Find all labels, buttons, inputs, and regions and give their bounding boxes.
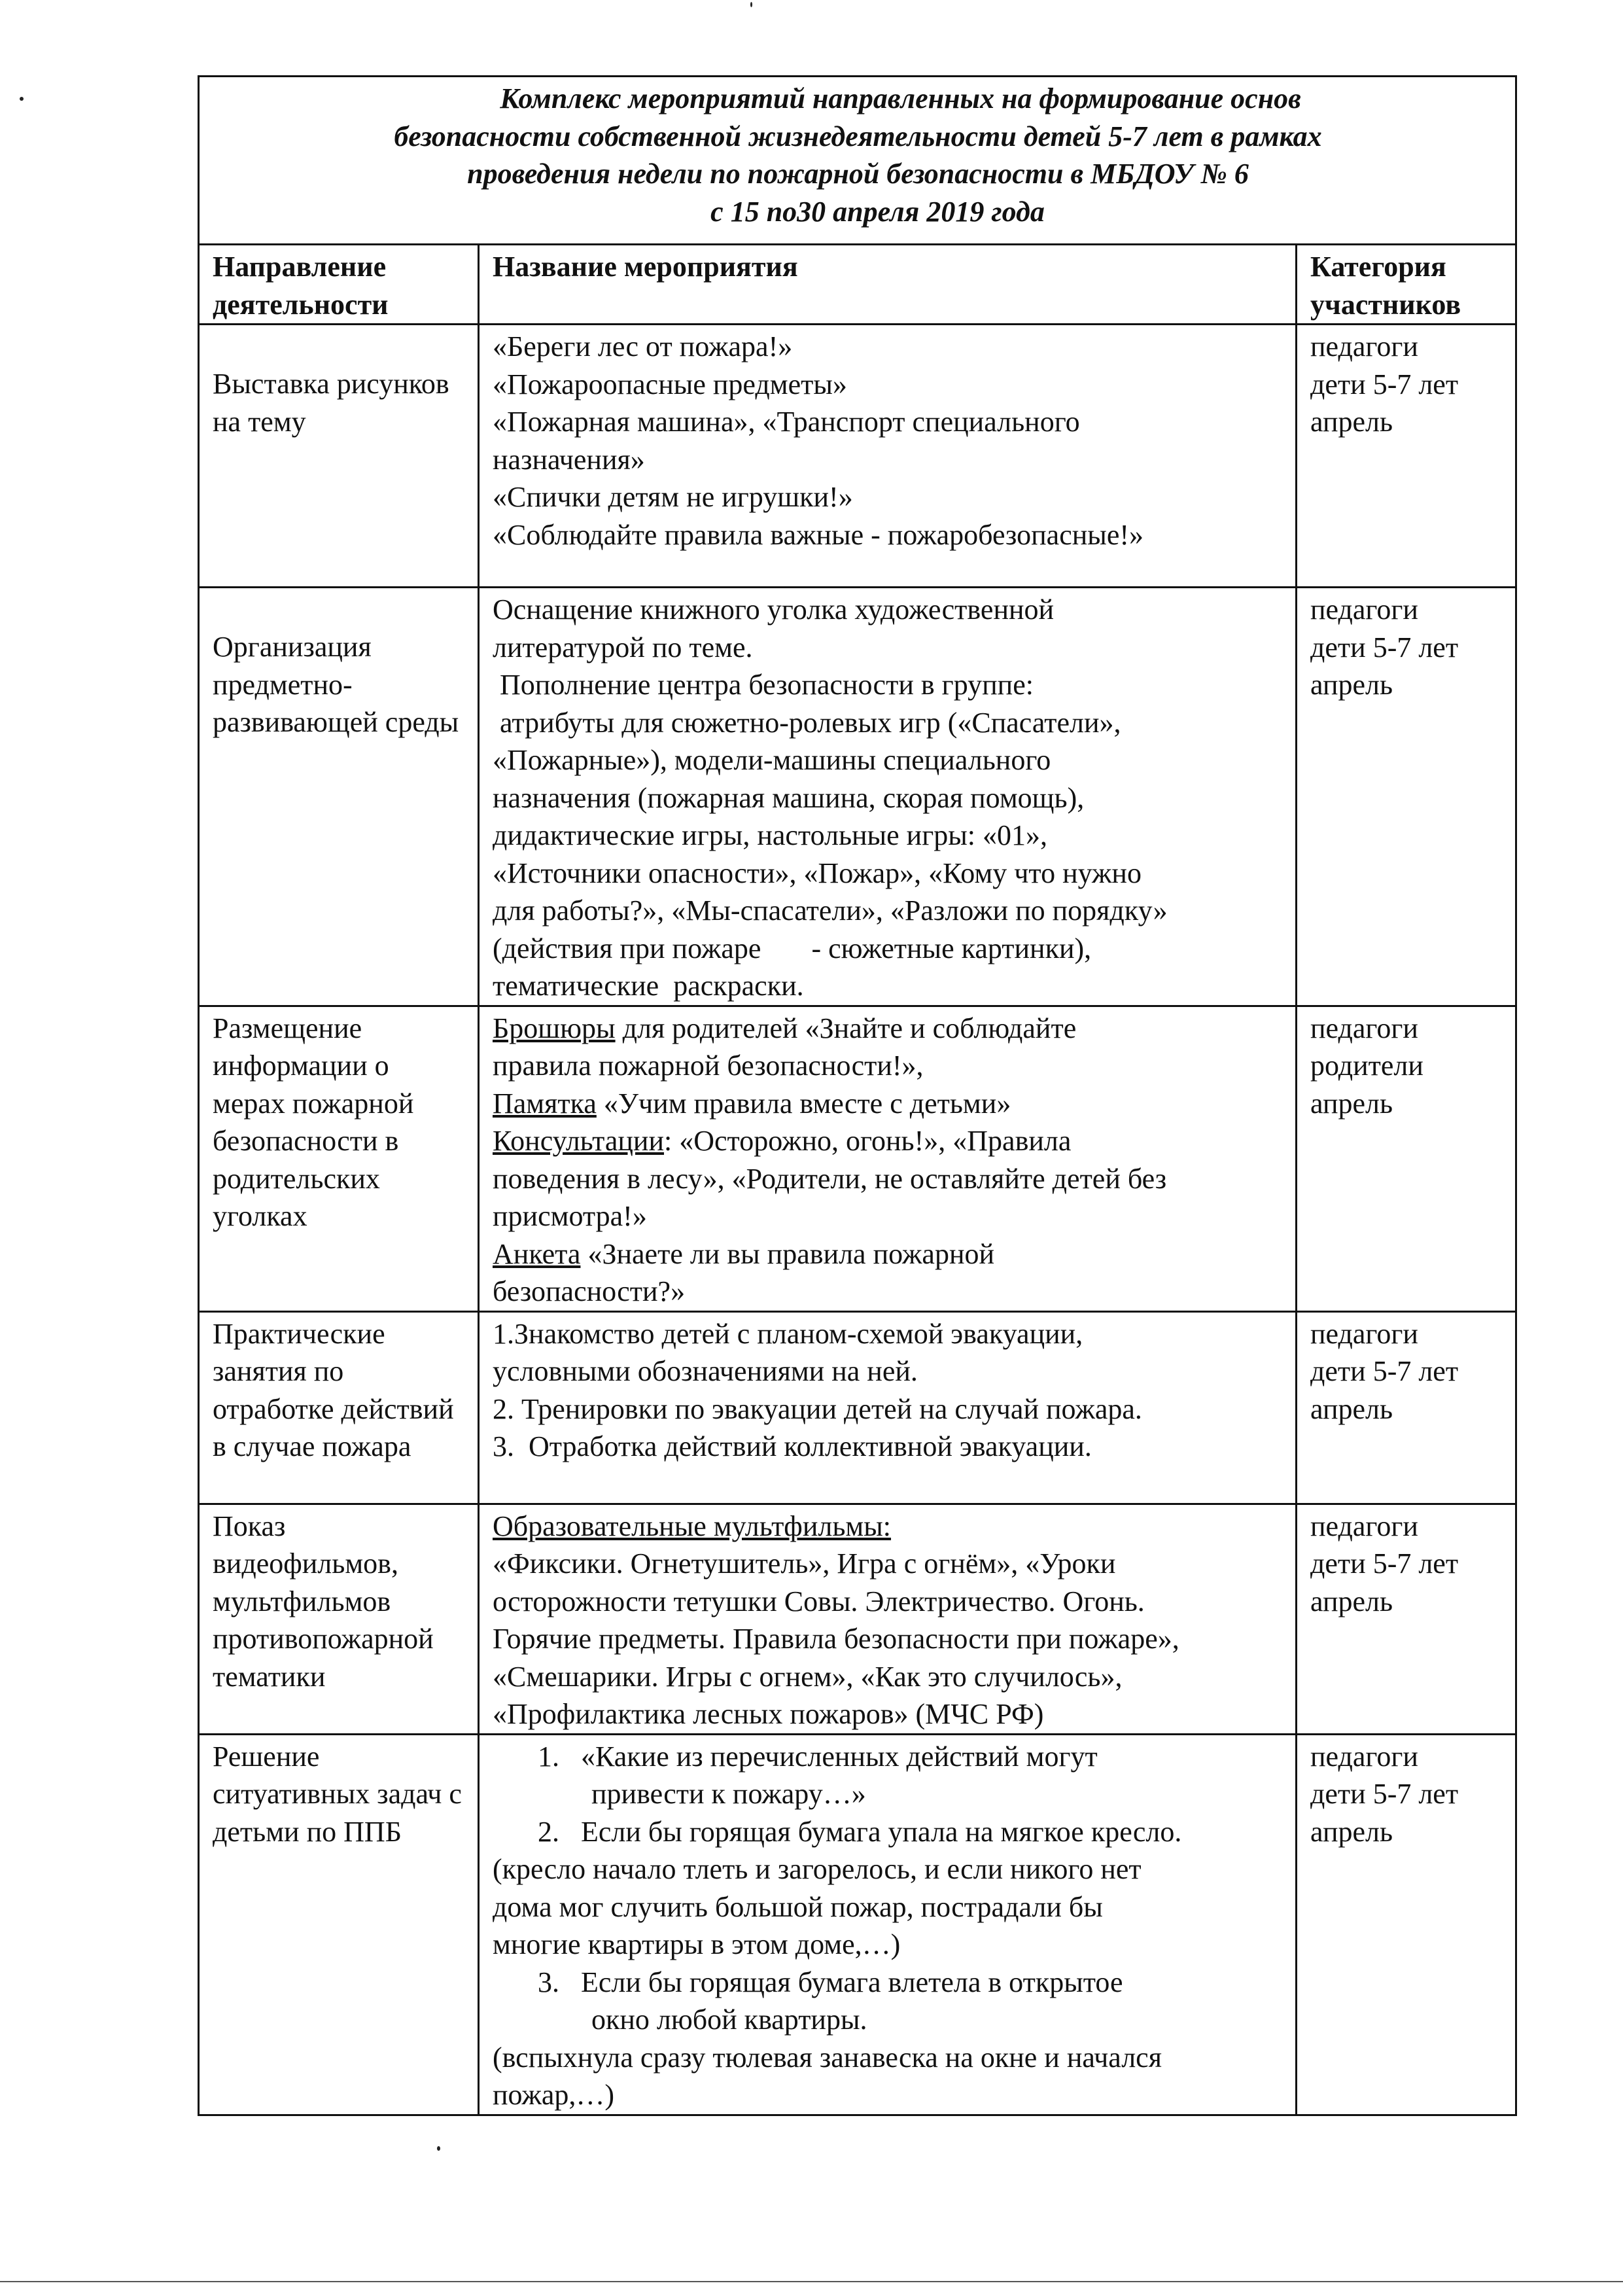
participant-line: дети 5-7 лет [1310, 1547, 1459, 1580]
title-line: безопасности собственной жизнедеятельности детей 5-7 лет в рамках [394, 120, 1322, 152]
event-line: «Учим правила вместе с детьми» [596, 1087, 1011, 1120]
event-line: атрибуты для сюжетно-ролевых игр («Спасатели», [493, 706, 1121, 739]
task-text: привести к пожару…» [591, 1778, 866, 1810]
event-line: 1.Знакомство детей с планом-схемой эвакуации, [493, 1317, 1083, 1350]
event-cell [479, 1006, 1297, 1311]
event-line: присмотра!» [493, 1200, 647, 1232]
participant-line: апрель [1310, 1087, 1393, 1120]
scan-speck [750, 2, 752, 7]
participant-line: апрель [1310, 1815, 1393, 1848]
event-line: 2. Тренировки по эвакуации детей на случай пожара. [493, 1392, 1142, 1425]
scan-speck [437, 2146, 440, 2151]
task-text: 1. «Какие из перечисленных действий могут [538, 1740, 1098, 1773]
task-text: 3. Если бы горящая бумага влетела в открытое [538, 1966, 1123, 1998]
event-line: «Фиксики. Огнетушитель», Игра с огнём», «Уроки [493, 1547, 1116, 1580]
table-row [199, 1734, 1516, 2115]
direction-text: Размещение информации о мерах пожарной безопасности в родительских уголках [213, 1012, 414, 1232]
event-cell [479, 1504, 1297, 1734]
event-line: «Знаете ли вы правила пожарной [580, 1237, 995, 1270]
event-cell [479, 588, 1297, 1006]
header-participants: Категория участников [1297, 245, 1516, 325]
event-line: : «Осторожно, огонь!», «Правила [664, 1125, 1072, 1157]
participants-cell [1297, 1006, 1516, 1311]
table-row [199, 588, 1516, 1006]
task-item [493, 1813, 1283, 1851]
header-row [199, 245, 1516, 325]
participant-line: дети 5-7 лет [1310, 1778, 1459, 1810]
participants-cell [1297, 1734, 1516, 2115]
event-line: «Спички детям не игрушки!» [493, 481, 853, 513]
participant-line: педагоги [1310, 1317, 1418, 1350]
brochure-label: Брошюры [493, 1012, 616, 1044]
header-direction: Направление деятельности [199, 245, 479, 325]
participants-cell [1297, 325, 1516, 588]
direction-text: Выставка рисунков на тему [213, 368, 449, 438]
task-text: 2. Если бы горящая бумага упала на мягкое кресло. [538, 1815, 1182, 1848]
participants-cell [1297, 588, 1516, 1006]
event-line: «Источники опасности», «Пожар», «Кому что нужно [493, 857, 1142, 889]
consult-label: Консультации [493, 1125, 665, 1157]
header-event: Название мероприятия [479, 245, 1297, 325]
event-cell [479, 325, 1297, 588]
participant-line: апрель [1310, 406, 1393, 438]
events-table [198, 75, 1517, 2116]
table-row [199, 1006, 1516, 1311]
event-line: Горячие предметы. Правила безопасности при пожаре», [493, 1623, 1179, 1655]
event-line: правила пожарной безопасности!», [493, 1050, 924, 1082]
participant-line: дети 5-7 лет [1310, 631, 1459, 663]
task-item [493, 1738, 1283, 1813]
participant-line: родители [1310, 1050, 1423, 1082]
event-line: условными обозначениями на ней. [493, 1355, 918, 1387]
event-line: «Пожарные»), модели-машины специального [493, 744, 1051, 776]
event-heading: Образовательные мультфильмы: [493, 1510, 892, 1542]
table-row [199, 1504, 1516, 1734]
title-line: Комплекс мероприятий направленных на формирование основ [500, 82, 1301, 115]
participant-line: апрель [1310, 1585, 1393, 1617]
scan-edge-line [0, 2281, 1623, 2282]
title-line: с 15 по30 апреля 2019 года [710, 195, 1045, 228]
table-row [199, 325, 1516, 588]
task-text: окно любой квартиры. [591, 2004, 867, 2036]
event-line: безопасности?» [493, 1275, 686, 1307]
participants-cell [1297, 1311, 1516, 1504]
participant-line: апрель [1310, 669, 1393, 701]
title-line: проведения недели по пожарной безопасности в МБДОУ № 6 [467, 158, 1249, 190]
event-line: Оснащение книжного уголка художественной [493, 593, 1055, 626]
survey-label: Анкета [493, 1237, 581, 1270]
direction-cell [199, 325, 479, 588]
participant-line: дети 5-7 лет [1310, 1355, 1459, 1387]
direction-text: Организация предметно-развивающей среды [213, 631, 459, 738]
participant-line: педагоги [1310, 593, 1418, 626]
participants-cell [1297, 1504, 1516, 1734]
event-line: для родителей «Знайте и соблюдайте [615, 1012, 1077, 1044]
event-line: «Пожарная машина», «Транспорт специального [493, 406, 1080, 438]
participant-line: педагоги [1310, 1740, 1418, 1773]
event-line: 3. Отработка действий коллективной эвакуации. [493, 1430, 1092, 1462]
participant-line: дети 5-7 лет [1310, 368, 1459, 400]
task-note: (вспыхнула сразу тюлевая занавеска на окне и начался [493, 2041, 1162, 2074]
event-line: тематические раскраски. [493, 970, 804, 1002]
participant-line: апрель [1310, 1392, 1393, 1425]
document-title [199, 77, 1516, 245]
task-note: дома мог случить большой пожар, пострадали бы [493, 1890, 1103, 1923]
event-cell [479, 1734, 1297, 2115]
task-item [493, 1964, 1283, 2039]
event-line: назначения» [493, 443, 645, 476]
direction-text: Практические занятия по отработке действий в случае пожара [213, 1317, 454, 1462]
participant-line: педагоги [1310, 330, 1418, 362]
direction-cell [199, 1504, 479, 1734]
memo-label: Памятка [493, 1087, 597, 1120]
event-line: дидактические игры, настольные игры: «01», [493, 819, 1048, 851]
direction-cell [199, 1006, 479, 1311]
task-note: пожар,…) [493, 2079, 615, 2111]
event-line: «Смешарики. Игры с огнем», «Как это случилось», [493, 1660, 1123, 1693]
participant-line: педагоги [1310, 1012, 1418, 1044]
direction-cell [199, 588, 479, 1006]
event-line: назначения (пожарная машина, скорая помощь), [493, 781, 1085, 814]
task-note: многие квартиры в этом доме,…) [493, 1928, 901, 1960]
event-line: «Береги лес от пожара!» [493, 330, 793, 362]
direction-text: Показ видеофильмов, мультфильмов противопожарной тематики [213, 1510, 434, 1693]
scan-speck [20, 97, 24, 101]
event-line: «Пожароопасные предметы» [493, 368, 847, 400]
direction-cell [199, 1734, 479, 2115]
event-cell [479, 1311, 1297, 1504]
direction-text: Решение ситуативных задач с детьми по ППБ [213, 1740, 462, 1848]
event-line: осторожности тетушки Совы. Электричество. Огонь. [493, 1585, 1145, 1617]
event-line: литературой по теме. [493, 631, 753, 663]
table-row [199, 1311, 1516, 1504]
event-line: Пополнение центра безопасности в группе: [493, 669, 1034, 701]
task-note: (кресло начало тлеть и загорелось, и если никого нет [493, 1853, 1142, 1885]
direction-cell [199, 1311, 479, 1504]
event-line: «Профилактика лесных пожаров» (МЧС РФ) [493, 1698, 1044, 1730]
participant-line: педагоги [1310, 1510, 1418, 1542]
title-row [199, 77, 1516, 245]
event-line: для работы?», «Мы-спасатели», «Разложи по порядку» [493, 894, 1168, 927]
event-line: (действия при пожаре - сюжетные картинки), [493, 932, 1092, 964]
event-line: поведения в лесу», «Родители, не оставляйте детей без [493, 1162, 1167, 1195]
event-line: «Соблюдайте правила важные - пожаробезопасные!» [493, 518, 1144, 551]
